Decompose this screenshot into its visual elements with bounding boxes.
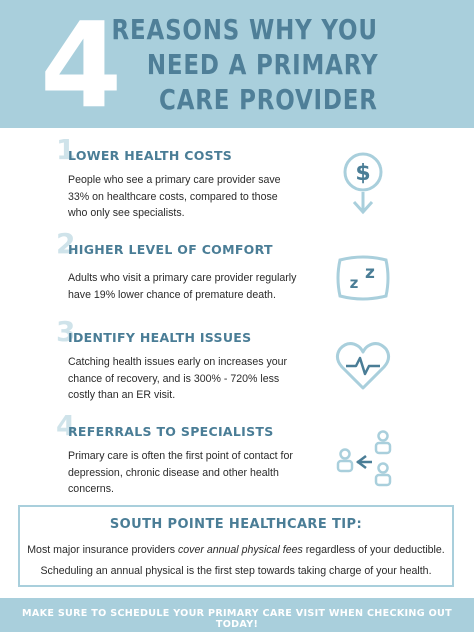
tip-line-1-emphasis: cover annual physical fees [177, 544, 303, 556]
dollar-down-icon [340, 150, 386, 220]
tip-line-2: Scheduling an annual physical is the first step towards taking charge of your health. [40, 565, 432, 577]
tip-line-1 [20, 544, 452, 556]
tip-line-1-prefix: Most major insurance providers [27, 544, 178, 556]
reason-number: 1 [56, 133, 76, 166]
reason-text: Adults who visit a primary care provider regularly have 19% lower chance of premature death. [68, 272, 297, 301]
tip-title: SOUTH POINTE HEALTHCARE TIP: [109, 517, 363, 532]
referral-people-icon [336, 428, 392, 488]
reason-number: 2 [56, 227, 76, 260]
sleep-pillow-icon [334, 254, 392, 302]
tip-line-1-suffix: regardless of your deductible. [302, 544, 445, 556]
footer-text: MAKE SURE TO SCHEDULE YOUR PRIMARY CARE VISIT WHEN CHECKING OUT TODAY! [22, 608, 452, 630]
reason-text: Catching health issues early on increases your chance of recovery, and is 300% - 720% less costly than an ER visit. [68, 356, 288, 401]
svg-text:$: $ [355, 161, 371, 186]
reason-text: Primary care is often the first point of contact for depression, chronic disease and other health concerns. [68, 450, 293, 495]
header-title-line-1: REASONS WHY YOU [111, 13, 378, 46]
reason-title: REFERRALS TO SPECIALISTS [68, 424, 274, 439]
reason-number: 3 [56, 315, 76, 348]
heartbeat-icon [334, 340, 392, 392]
reason-title: LOWER HEALTH COSTS [68, 148, 233, 163]
header-number: 4 [40, 0, 123, 134]
svg-text:z: z [365, 263, 375, 283]
reason-number: 4 [56, 409, 76, 442]
footer-banner [0, 598, 474, 632]
reason-title: HIGHER LEVEL OF COMFORT [68, 242, 273, 257]
reason-text: People who see a primary care provider save 33% on healthcare costs, compared to those who only see specialists. [68, 174, 281, 219]
header-banner [0, 0, 474, 134]
header-title-line-3: CARE PROVIDER [159, 83, 378, 116]
tip-box [18, 505, 454, 587]
svg-text:z: z [349, 274, 359, 292]
header-title-line-2: NEED A PRIMARY [146, 48, 378, 81]
reason-title: IDENTIFY HEALTH ISSUES [68, 330, 252, 345]
